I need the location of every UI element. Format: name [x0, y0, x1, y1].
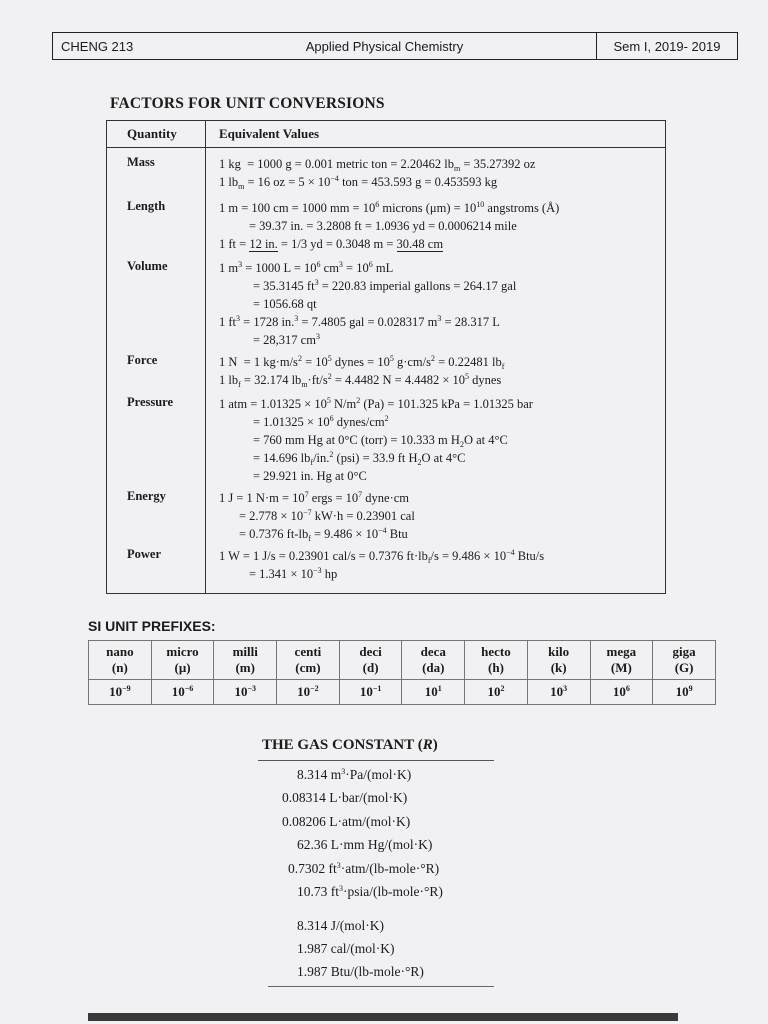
prefix-symbol: (d)	[362, 660, 379, 675]
prefix-symbol: (m)	[235, 660, 255, 675]
quantity-header: Quantity	[127, 126, 177, 141]
prefix-base: 10	[297, 684, 311, 699]
gas-constant-title: THE GAS CONSTANT (R)	[262, 737, 438, 753]
gas-constant-value: 8.314 J/(mol·K)	[297, 918, 384, 933]
page-header	[52, 32, 738, 60]
equivalent-values: 1 m = 100 cm = 1000 mm = $10^6$ microns $(\mu m) = 10^{10}$ angstroms (Å) = 39.37 in. = 3.2808 ft = 1.0936 yd = 0.0006214 mile 1 ft = 12 in. = 1/3 yd = 0.3048 m = 30.48 cm	[219, 200, 560, 251]
prefix-exponent: −6	[184, 684, 194, 693]
prefix-micro	[151, 641, 214, 680]
prefix-deca	[402, 641, 465, 680]
divider	[258, 760, 494, 761]
equivalent-values: 1 atm = $1.01325 \times 10^5$ $N/m^2$ (Pa) = 101.325 kPa = 1.01325 bar = $1.01325 \times 10^6$ dynes/$cm^2$ = 760 mm Hg at 0°C (torr) = 10.333 m $H_2O$ at 4°C = 14.696 $lb_f/in.^2$ (psi) = 33.9 ft $H_2O$ at 4°C = 29.921 in. Hg at 0°C	[219, 396, 533, 483]
equivalent-values: 1 N = 1 $kg\cdot m/s^2 = 10^5$ dynes = $10^5$ $g\cdot cm/s^2 = 0.22481$ $lb_f$ 1 $lb_f = 32.174$ $lb_m\cdot ft/s^2 = 4.4482$ $N = 4.4482 \times 10^5$ dynes	[219, 354, 505, 389]
equivalent-values: 1 $m^3 = 1000$ $L = 10^6$ $cm^3 = 10^6$ mL = 35.3145 $ft^3 = 220.83$ imperial gallons = 264.17 gal = 1056.68 qt 1 $ft^3 = 1728$ in.$^3$ = 7.4805 gal = 0.028317 $m^3 = 28.317$ L = 28,317 $cm^3$	[219, 260, 517, 347]
prefix-exponent: 2	[500, 684, 505, 693]
quantity-label: Length	[127, 199, 166, 213]
prefix-name: kilo	[548, 644, 570, 659]
prefix-mega	[590, 641, 653, 680]
quantity-label: Volume	[127, 259, 168, 273]
quantity-label: Pressure	[127, 395, 174, 409]
course-code: CHENG 213	[61, 38, 134, 54]
prefix-exponent: −3	[247, 684, 256, 693]
column-divider	[205, 121, 206, 593]
prefix-base: 10	[612, 684, 626, 699]
conversion-table-header	[107, 121, 665, 148]
prefix-table	[88, 640, 716, 705]
gas-constant-value: 62.36 L·mm Hg/(mol·K)	[297, 837, 433, 852]
prefix-exponent: 6	[625, 684, 630, 693]
gas-constant-value: 10.73 $ft^3\cdot psia/(lb-mole\cdot^\circ R)$	[297, 884, 443, 899]
prefix-symbol: (n)	[111, 660, 128, 675]
prefix-symbol: (M)	[610, 660, 632, 675]
prefix-value	[402, 680, 465, 705]
prefix-base: 10	[171, 684, 185, 699]
prefix-value	[151, 680, 214, 705]
equivalent-values: 1 J = 1 $N\cdot m = 10^7$ ergs = $10^7$ dyne·cm = $2.778 \times 10^{-7}$ kW·h = 0.23901 cal = 0.7376 $ft-lb_f = 9.486 \times 10^{-4}$ Btu	[219, 490, 415, 543]
gas-constant-value: 1.987 Btu/(lb-mole·°R)	[297, 964, 424, 979]
prefix-kilo	[527, 641, 590, 680]
prefix-value	[89, 680, 152, 705]
prefix-value	[214, 680, 277, 705]
prefix-name: milli	[232, 644, 258, 659]
prefix-centi	[277, 641, 340, 680]
prefix-hecto	[465, 641, 528, 680]
course-title: Applied Physical Chemistry	[173, 33, 597, 59]
prefix-base: 10	[424, 684, 438, 699]
prefix-exponent: 1	[437, 684, 442, 693]
prefix-name: deci	[359, 644, 382, 659]
prefix-value	[339, 680, 402, 705]
gas-constant-value: 0.7302 $ft^3\cdot atm/(lb-mole\cdot^\circ R)$	[288, 861, 440, 876]
prefix-exponent: −9	[122, 684, 131, 693]
prefix-base: 10	[234, 684, 248, 699]
prefix-symbol: (k)	[550, 660, 567, 675]
quantity-label: Force	[127, 353, 158, 367]
prefix-giga	[653, 641, 716, 680]
prefix-base: 10	[487, 684, 501, 699]
prefix-symbol: (μ)	[174, 660, 191, 675]
prefix-symbol: (h)	[488, 660, 504, 675]
gas-constant-value: 1.987 cal/(mol·K)	[297, 941, 395, 956]
conversion-table	[106, 120, 666, 594]
quantity-label: Mass	[127, 155, 155, 169]
conversions-title: FACTORS FOR UNIT CONVERSIONS	[110, 95, 385, 112]
prefix-name: centi	[294, 644, 322, 659]
prefix-value	[465, 680, 528, 705]
prefix-symbol: (da)	[422, 660, 445, 675]
prefix-base: 10	[359, 684, 373, 699]
quantity-label: Power	[127, 547, 162, 561]
prefix-exponent: −2	[310, 684, 319, 693]
prefixes-title: SI UNIT PREFIXES:	[88, 618, 216, 634]
equivalent-values: 1 kg = 1000 g = 0.001 metric ton = 2.20462 $lb_m = 35.27392$ oz 1 $lb_m = 16$ oz = $5 \times 10^{-4}$ ton = 453.593 g = 0.453593 kg	[219, 157, 536, 191]
prefix-value	[653, 680, 716, 705]
prefix-value	[527, 680, 590, 705]
prefix-deci	[339, 641, 402, 680]
gas-constant-value: 8.314 $m^3\cdot Pa/(mol\cdot K)$	[297, 767, 412, 782]
values-header: Equivalent Values	[219, 126, 320, 141]
prefix-value	[590, 680, 653, 705]
prefix-name: hecto	[481, 644, 511, 659]
gas-constant-value: 0.08314 L·bar/(mol·K)	[282, 790, 408, 805]
prefix-name: nano	[106, 644, 134, 659]
gas-constant-value: 0.08206 L·atm/(mol·K)	[282, 814, 411, 829]
prefix-base: 10	[550, 684, 564, 699]
prefix-nano	[89, 641, 152, 680]
prefix-name: giga	[672, 644, 696, 659]
semester: Sem I, 2019- 2019	[613, 38, 721, 54]
prefix-exponent: 3	[563, 684, 568, 693]
prefix-name: micro	[166, 644, 199, 659]
divider	[268, 986, 494, 987]
equivalent-values: 1 W = 1 J/s = 0.23901 cal/s = 0.7376 $ft\cdot lb_f/s = 9.486 \times 10^{-4}$ Btu/s = $1.341 \times 10^{-3}$ hp	[219, 548, 545, 581]
prefix-symbol: (cm)	[295, 660, 321, 675]
prefix-base: 10	[109, 684, 123, 699]
prefix-value	[277, 680, 340, 705]
prefix-name: deca	[420, 644, 446, 659]
prefix-exponent: −1	[372, 684, 382, 693]
footer-bar	[88, 1013, 678, 1021]
prefix-milli	[214, 641, 277, 680]
quantity-label: Energy	[127, 489, 166, 503]
prefix-base: 10	[675, 684, 689, 699]
prefix-exponent: 9	[688, 684, 693, 693]
prefix-name: mega	[606, 644, 637, 659]
prefix-symbol: (G)	[674, 660, 694, 675]
